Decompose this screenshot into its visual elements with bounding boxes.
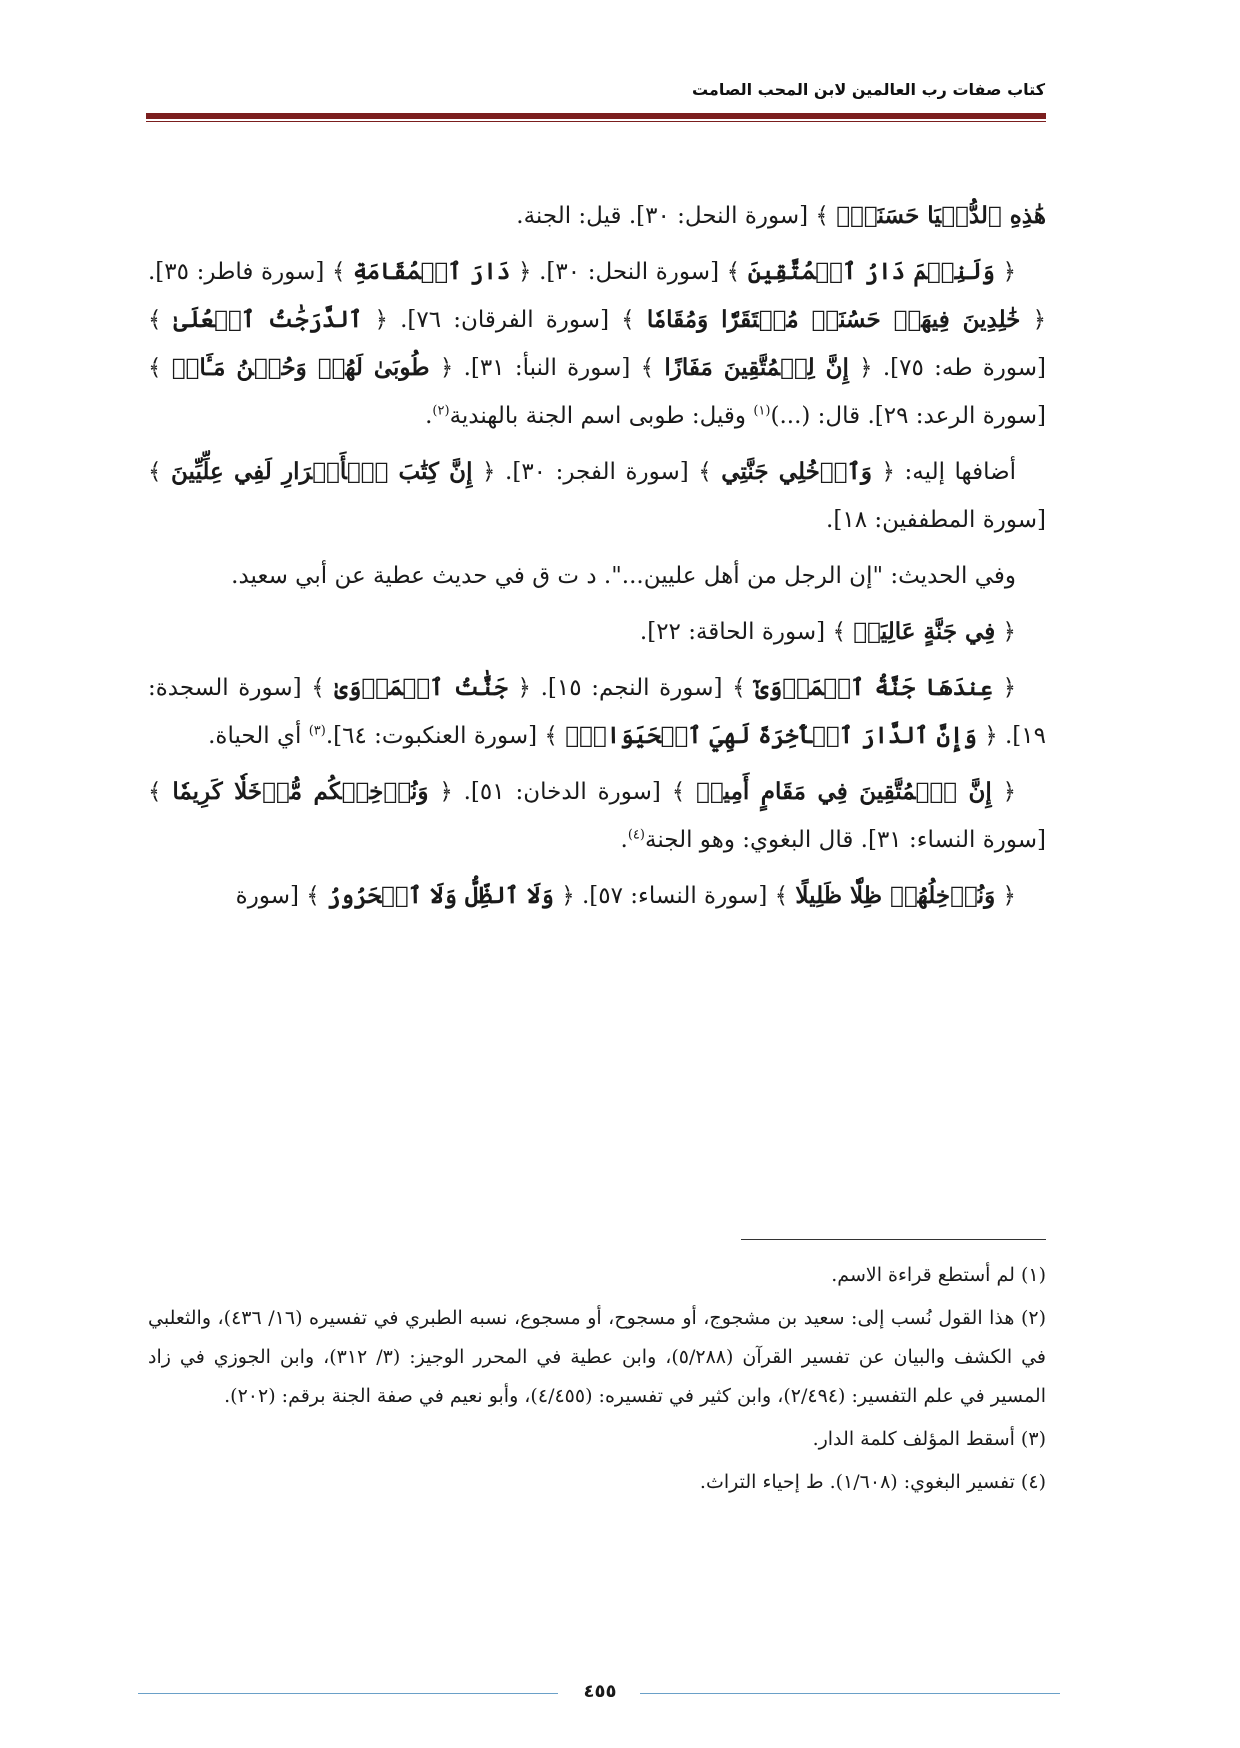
text: أضافها إليه: ﴿	[881, 459, 1017, 485]
quran-verse: ٱلدَّرَجَٰتُ ٱلۡعُلَىٰ	[173, 306, 363, 333]
paragraph-4: وفي الحديث: "إن الرجل من أهل عليين...". د ت ق في حديث عطية عن أبي سعيد.	[231, 563, 1016, 589]
verse-ref: ﴾ [سورة النجم: ١٥]. ﴿	[517, 675, 746, 701]
paragraph-3	[148, 448, 1046, 544]
quran-verse: فِي جَنَّةٍ عَالِيَةٖ	[853, 618, 996, 645]
quran-verse: هَٰذِهِ ٱلدُّنۡيَا حَسَنَةٞۚ	[836, 202, 1046, 229]
quran-verse: خَٰلِدِينَ فِيهَاۚ حَسُنَتۡ مُسۡتَقَرّٗا وَمُقَامٗا	[646, 306, 1021, 333]
quran-verse: طُوبَىٰ لَهُمۡ وَحُسۡنُ مَـَٔابٖ	[171, 354, 430, 381]
quran-verse: إِنَّ لِلۡمُتَّقِينَ مَفَازًا	[664, 354, 849, 381]
quran-verse: وَنُدۡخِلۡكُم مُّدۡخَلٗا كَرِيمٗا	[172, 778, 429, 805]
quran-verse: دَارَ ٱلۡمُقَامَةِ	[353, 258, 511, 285]
footer-rule-left	[138, 1693, 558, 1694]
paragraph-7	[148, 768, 1046, 864]
verse-ref: ﴾ [سورة	[235, 883, 320, 909]
verse-ref: ﴾ [سورة طه: ٧٥]. ﴿	[148, 307, 1047, 381]
page-number: ٤٥٥	[583, 1681, 617, 1702]
footer-rule-right	[640, 1693, 1060, 1694]
footnote-3: (٣) أسقط المؤلف كلمة الدار.	[812, 1428, 1046, 1450]
quran-verse: جَنَّٰتُ ٱلۡمَأۡوَىٰ	[334, 674, 508, 701]
verse-ref: ﴾ [سورة الفرقان: ٧٦]. ﴿	[374, 307, 635, 333]
verse-ref: ﴾ [سورة الدخان: ٥١]. ﴿	[439, 779, 686, 805]
ornate-bracket: ﴿	[1002, 779, 1017, 805]
quran-verse: إِنَّ كِتَٰبَ ٱلۡأَبۡرَارِ لَفِي عِلِّيِّينَ	[171, 458, 473, 485]
paragraph-6	[148, 664, 1046, 760]
verse-ref: ﴾ [سورة النساء: ٥٧]. ﴿	[561, 883, 789, 909]
quran-verse: وَلَا ٱلظِّلُّ وَلَا ٱلۡحَرُورُ	[327, 882, 554, 909]
verse-ref: ﴾ [سورة النحل: ٣٠]. ﴿	[518, 259, 741, 285]
quran-verse: وَإِنَّ ٱلدَّارَ ٱلۡأٓخِرَةَ لَهِيَ ٱلۡحَيَوَانُۚ	[565, 722, 977, 749]
verse-ref: ﴾ [سورة السجدة: ١٩]. ﴿	[148, 675, 1046, 749]
quran-verse: وَٱدۡخُلِي جَنَّتِي	[721, 458, 872, 485]
text: وقيل: طوبى اسم الجنة بالهندية	[449, 403, 754, 429]
footnote-marker[interactable]: (٣)	[308, 723, 326, 739]
header-rule-thin	[146, 121, 1046, 122]
paragraph-5	[148, 608, 1046, 656]
footnote-marker[interactable]: (٢)	[432, 403, 450, 419]
text: .	[425, 403, 433, 429]
quran-verse: وَنُدۡخِلُهُمۡ ظِلّٗا ظَلِيلًا	[795, 882, 996, 909]
paragraph-2	[148, 248, 1046, 440]
text: .	[620, 827, 628, 853]
running-title: كتاب صفات رب العالمين لابن المحب الصامت	[691, 80, 1045, 99]
quran-verse: إِنَّ ٱلۡمُتَّقِينَ فِي مَقَامٍ أَمِينٖ	[696, 778, 992, 805]
text: أي الحياة.	[208, 723, 309, 749]
footnote-marker[interactable]: (١)	[753, 403, 771, 419]
paragraph-8	[148, 872, 1046, 920]
ornate-bracket: ﴿	[1002, 883, 1016, 909]
verse-ref: ﴾ [سورة النحل: ٣٠]. قيل: الجنة.	[516, 203, 829, 229]
footnote-1: (١) لم أستطع قراءة الاسم.	[831, 1264, 1046, 1286]
header-rule	[146, 113, 1046, 119]
main-text	[148, 192, 1046, 928]
quran-verse: عِندَهَا جَنَّةُ ٱلۡمَأۡوَىٰٓ	[755, 674, 993, 701]
verse-ref: ﴾ [سورة فاطر: ٣٥]. ﴿	[148, 259, 1047, 333]
ornate-bracket: ﴿	[1002, 675, 1017, 701]
ornate-bracket: ﴿	[1002, 259, 1017, 285]
footnote-4: (٤) تفسير البغوي: (١/٦٠٨). ط إحياء التراث.	[699, 1471, 1046, 1493]
verse-ref: ﴾ [سورة العنكبوت: ٦٤].	[325, 723, 558, 749]
verse-ref: ﴾ [سورة الرعد: ٢٩]. قال: (...)	[148, 355, 1046, 429]
quran-verse: وَلَنِعۡمَ دَارُ ٱلۡمُتَّقِينَ	[747, 258, 995, 285]
verse-ref: ﴾ [سورة الفجر: ٣٠]. ﴿	[482, 459, 712, 485]
footnote-separator	[741, 1239, 1046, 1240]
ornate-bracket: ﴿	[1002, 619, 1016, 645]
verse-ref: ﴾ [سورة المطففين: ١٨].	[148, 459, 1046, 533]
footnotes	[148, 1256, 1046, 1506]
paragraph-1	[148, 192, 1046, 240]
verse-ref: ﴾ [سورة الحاقة: ٢٢].	[639, 619, 846, 645]
footnote-marker[interactable]: (٤)	[627, 827, 645, 843]
verse-ref: ﴾ [سورة النساء: ٣١]. قال البغوي: وهو الجنة	[148, 779, 1046, 853]
footnote-2: (٢) هذا القول نُسب إلى: سعيد بن مشجوج، أو مسجوح، أو مسجوع، نسبه الطبري في تفسيره (١٦/ ٤٣٦)، والثعلبي في الكشف والبيان عن تفسير القرآن (٥/٢٨٨)، وابن عطية في المحرر الوجيز: (٣/ ٣١٢)، وابن الجوزي في زاد المسير في علم التفسير: (٢/٤٩٤)، وابن كثير في تفسيره: (٤/٤٥٥)، وأبو نعيم في صفة الجنة برقم: (٢٠٢).	[148, 1307, 1046, 1407]
verse-ref: ﴾ [سورة النبأ: ٣١]. ﴿	[439, 355, 655, 381]
